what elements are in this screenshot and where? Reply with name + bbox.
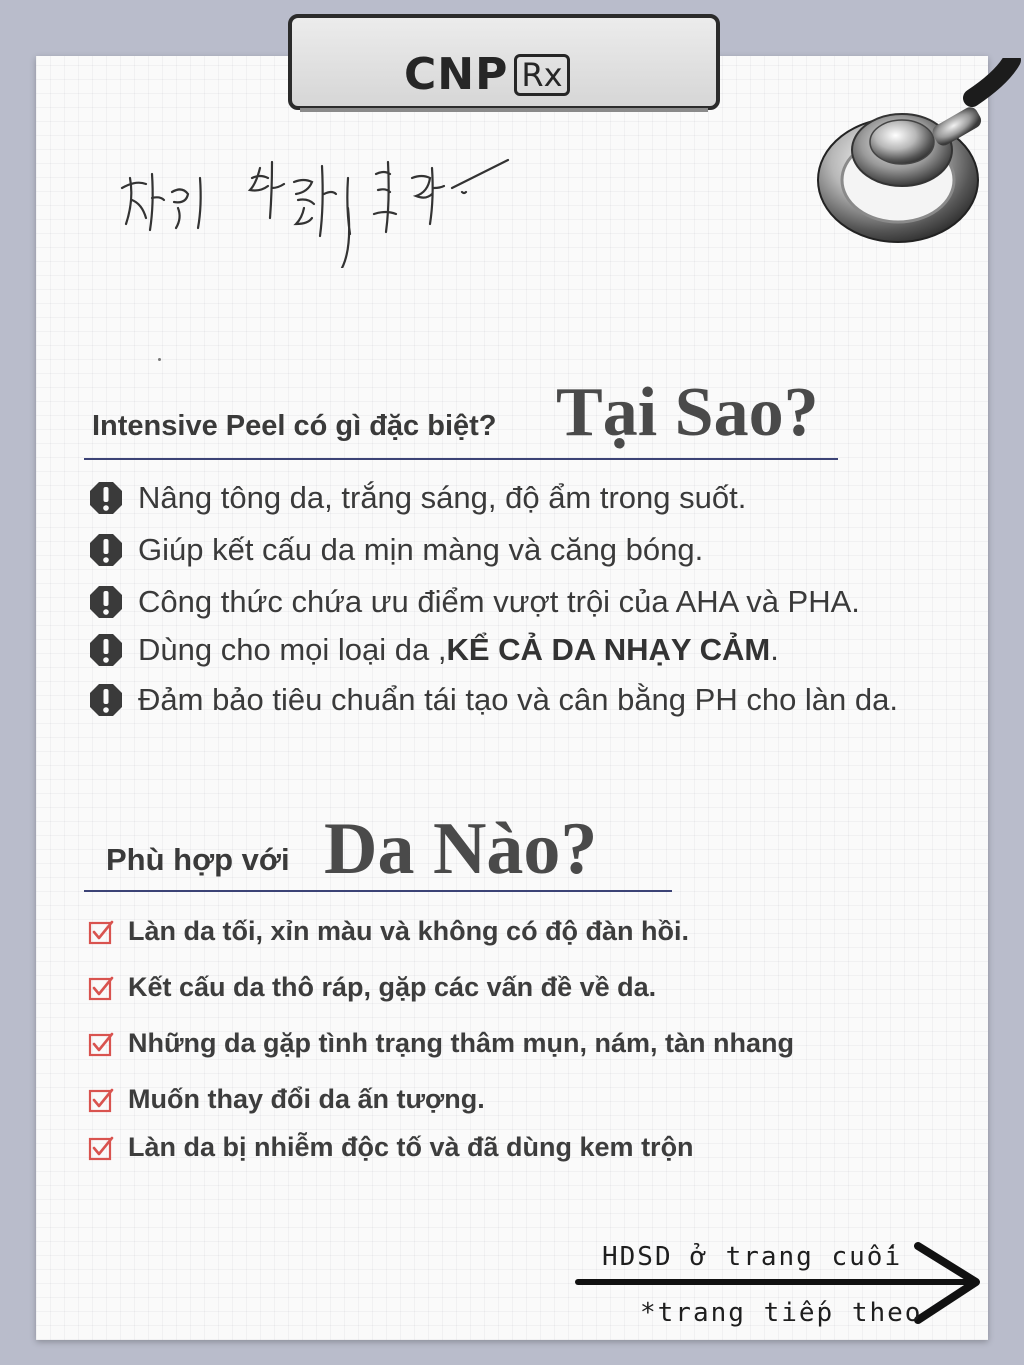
suitable-skin-item — [88, 916, 689, 947]
handwritten-tagline — [112, 138, 512, 268]
alert-octagon-icon — [88, 682, 124, 718]
alert-octagon-icon — [88, 532, 124, 568]
checkbox-checked-icon — [88, 919, 114, 945]
suitable-skin-item — [88, 972, 656, 1003]
alert-octagon-icon — [88, 632, 124, 668]
suitable-skin-text: Làn da bị nhiễm độc tố và đã dùng kem trộn — [128, 1132, 694, 1162]
why-title: Tại Sao? — [556, 374, 819, 451]
feature-item — [88, 682, 898, 718]
feature-text: Dùng cho mọi loại da , — [138, 632, 447, 667]
checkbox-checked-icon — [88, 1031, 114, 1057]
feature-item — [88, 532, 703, 568]
suitable-skin-item — [88, 1028, 794, 1059]
next-page-note[interactable]: *trang tiếp theo — [640, 1298, 923, 1328]
clip-shadow-bar — [300, 108, 708, 112]
paper-speck — [158, 358, 161, 361]
feature-text: Đảm bảo tiêu chuẩn tái tạo và cân bằng PH cho làn da. — [138, 682, 898, 717]
usage-guide-note: HDSD ở trang cuối — [602, 1242, 903, 1272]
skin-divider — [84, 890, 672, 892]
why-divider — [84, 458, 838, 460]
skin-title: Da Nào? — [324, 808, 598, 890]
feature-emphasis: KỂ CẢ DA NHẠY CẢM — [446, 632, 771, 667]
suitable-skin-text: Những da gặp tình trạng thâm mụn, nám, tàn nhang — [128, 1028, 795, 1058]
brand-logo — [404, 50, 570, 100]
feature-item — [88, 632, 779, 668]
feature-text: Công thức chứa ưu điểm vượt trội của AHA và PHA. — [138, 584, 860, 619]
checkbox-checked-icon — [88, 1087, 114, 1113]
suitable-skin-text: Kết cấu da thô ráp, gặp các vấn đề về da. — [128, 972, 657, 1002]
skin-section-label: Phù hợp với — [106, 842, 290, 877]
feature-tail: . — [770, 632, 779, 667]
suitable-skin-text: Làn da tối, xỉn màu và không có độ đàn hồi. — [128, 916, 690, 946]
brand-name: CNP — [404, 49, 509, 100]
feature-item — [88, 584, 860, 620]
suitable-skin-item — [88, 1084, 485, 1115]
alert-octagon-icon — [88, 584, 124, 620]
feature-text: Giúp kết cấu da mịn màng và căng bóng. — [138, 532, 704, 567]
checkbox-checked-icon — [88, 1135, 114, 1161]
feature-item — [88, 480, 746, 516]
stethoscope-image — [812, 58, 1024, 248]
suitable-skin-text: Muốn thay đổi da ấn tượng. — [128, 1084, 485, 1114]
feature-text: Nâng tông da, trắng sáng, độ ẩm trong suốt. — [138, 480, 747, 515]
suitable-skin-item — [88, 1132, 694, 1163]
brand-badge: Rx — [514, 54, 569, 96]
alert-octagon-icon — [88, 480, 124, 516]
checkbox-checked-icon — [88, 975, 114, 1001]
why-section-label: Intensive Peel có gì đặc biệt? — [92, 410, 497, 442]
